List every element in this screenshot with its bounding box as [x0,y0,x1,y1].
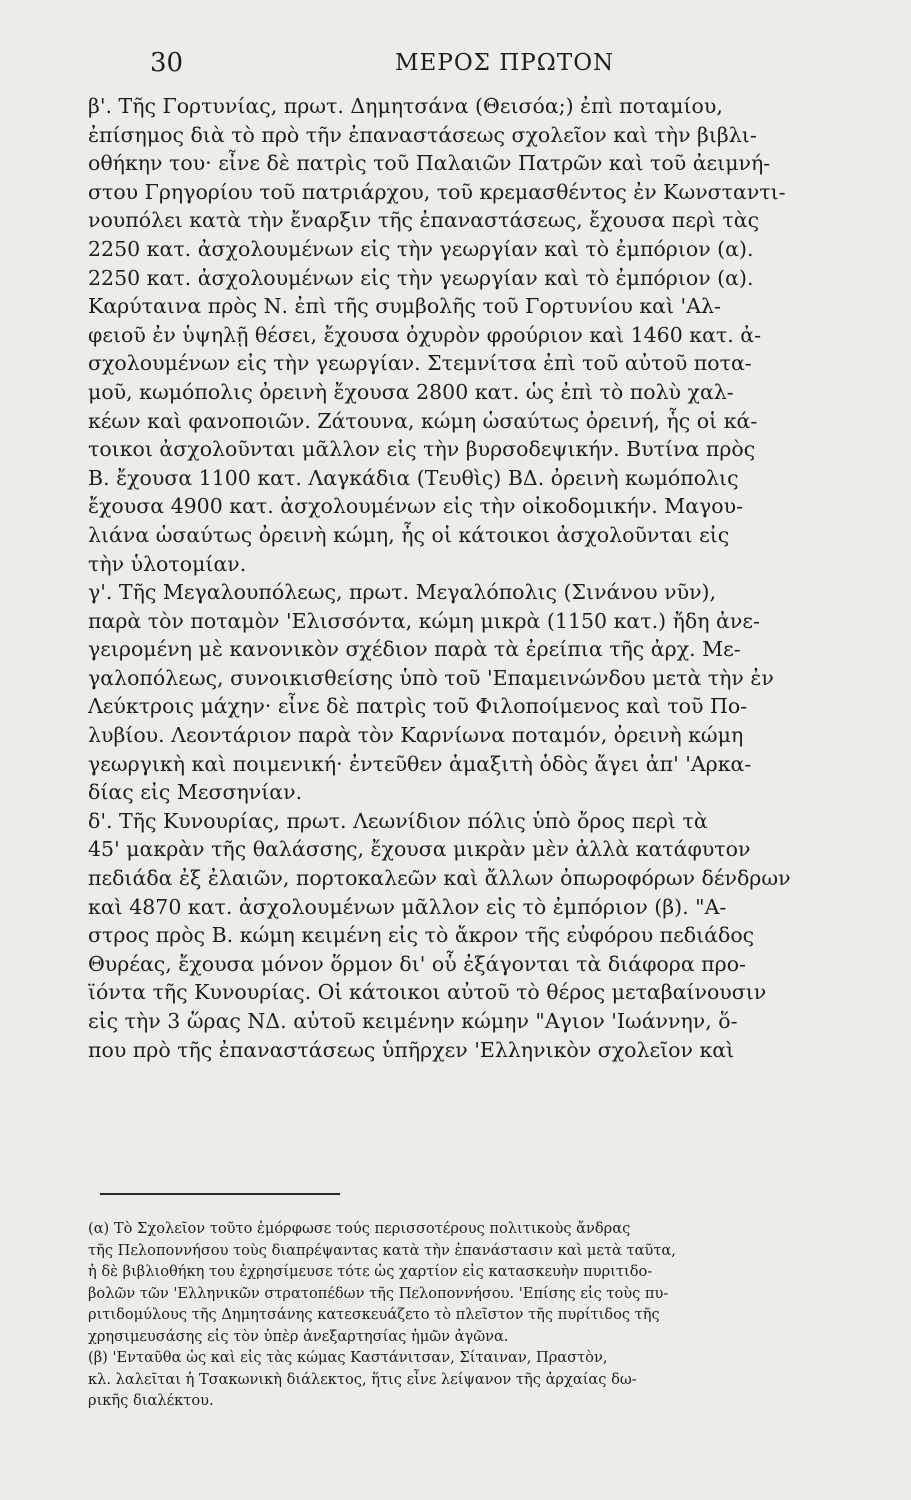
text-line: 2250 κατ. ἀσχολουμένων εἰς τὴν γεωργίαν καὶ τὸ ἐμπόριον (α). [88,265,754,290]
text-line: 45' μακρὰν τῆς θαλάσσης, ἔχουσα μικρὰν μὲν ἀλλὰ κατάφυτον [88,837,751,862]
text-line: Λεύκτροις μάχην· εἶνε δὲ πατρὶς τοῦ Φιλοποίμενος καὶ τοῦ Πο- [88,694,748,719]
footnote-line: τῆς Πελοποννήσου τοὺς διαπρέψαντας κατὰ τὴν ἐπανάστασιν καὶ μετὰ ταῦτα, [88,1241,676,1259]
text-line: γεωργικὴ καὶ ποιμενική· ἐντεῦθεν ἁμαξιτὴ ὁδὸς ἄγει ἀπ' 'Αρκα- [88,751,752,776]
footnote-line: ρικῆς διαλέκτου. [88,1392,214,1409]
footnote-line: βολῶν τῶν 'Ελληνικῶν στρατοπέδων τῆς Πελοποννήσου. 'Επίσης εἰς τοὺς πυ- [88,1284,669,1302]
text-line: γ'. Τῆς Μεγαλουπόλεως, πρωτ. Μεγαλόπολις (Σινάνου νῦν), [88,580,717,605]
text-line: Β. ἔχουσα 1100 κατ. Λαγκάδια (Τευθὶς) ΒΔ. ὀρεινὴ κωμόπολις [88,465,739,490]
text-line: παρὰ τὸν ποταμὸν 'Ελισσόντα, κώμη μικρὰ (1150 κατ.) ἤδη ἀνε- [88,608,760,633]
text-line: Θυρέας, ἔχουσα μόνον ὅρμον δι' οὗ ἐξάγονται τὰ διάφορα προ- [88,951,746,976]
text-line: β'. Τῆς Γορτυνίας, πρωτ. Δημητσάνα (Θεισόα;) ἐπὶ ποταμίου, [88,94,723,118]
text-line: τοικοι ἀσχολοῦνται μᾶλλον εἰς τὴν βυρσοδεψικήν. Βυτίνα πρὸς [88,437,756,462]
text-line: δίας εἰς Μεσσηνίαν. [88,780,303,805]
text-line: 2250 κατ. ἀσχολουμένων εἰς τὴν γεωργίαν καὶ τὸ ἐμπόριον (α). [88,236,754,261]
footnote-rule [100,1193,340,1195]
page-number: 30 [150,48,184,78]
text-line: ἔχουσα 4900 κατ. ἀσχολουμένων εἰς τὴν οἰκοδομικήν. Μαγου- [88,494,744,519]
text-line: πεδιάδα ἐξ ἐλαιῶν, πορτοκαλεῶν καὶ ἄλλων ὀπωροφόρων δένδρων [88,866,791,891]
text-line: οθήκην του· εἶνε δὲ πατρὶς τοῦ Παλαιῶν Πατρῶν καὶ τοῦ ἀειμνή- [88,151,771,176]
text-line: εἰς τὴν 3 ὥρας ΝΔ. αὐτοῦ κειμένην κώμην "Αγιον 'Ιωάννην, ὅ- [88,1009,738,1033]
text-line: στου Γρηγορίου τοῦ πατριάρχου, τοῦ κρεμασθέντος ἐν Κωνσταντι- [88,179,786,204]
text-line: ἐπίσημος διὰ τὸ πρὸ τῆν ἐπαναστάσεως σχολεῖον καὶ τὴν βιβλι- [88,122,757,147]
text-line: λυβίου. Λεοντάριον παρὰ τὸν Καρνίωνα ποταμόν, ὀρεινὴ κώμη [88,723,744,748]
text-line: λιάνα ὡσαύτως ὀρεινὴ κώμη, ἧς οἱ κάτοικοι ἀσχολοῦνται εἰς [88,522,730,547]
footnotes [88,1218,824,1412]
text-line: γειρομένη μὲ κανονικὸν σχέδιον παρὰ τὰ ἐρείπια τῆς ἀρχ. Με- [88,637,741,662]
footnote-line: χρησιμευσάσης εἰς τὸν ὑπὲρ ἀνεξαρτησίας ἡμῶν ἀγῶνα. [88,1327,509,1345]
footnote-line: ἡ δὲ βιβλιοθήκη του ἐχρησίμευσε τότε ὡς χαρτίον εἰς κατασκευὴν πυριτιδο- [88,1263,653,1280]
text-line: δ'. Τῆς Κυνουρίας, πρωτ. Λεωνίδιον πόλις ὑπὸ ὄρος περὶ τὰ [88,808,708,833]
footnote-line: (β) 'Ενταῦθα ὡς καὶ εἰς τὰς κώμας Καστάνιτσαν, Σίταιναν, Πραστὸν, [88,1349,608,1366]
text-line: κέων καὶ φανοποιῶν. Ζάτουνα, κώμη ὡσαύτως ὀρεινή, ἧς οἱ κά- [88,408,758,433]
text-line: ϊόντα τῆς Κυνουρίας. Οἱ κάτοικοι αὐτοῦ τὸ θέρος μεταβαίνουσιν [88,980,767,1005]
text-line: τὴν ὑλοτομίαν. [88,551,247,576]
text-line: γαλοπόλεως, συνοικισθείσης ὑπὸ τοῦ 'Επαμεινώνδου μετὰ τὴν ἐν [88,665,774,690]
page-header [0,48,911,88]
text-line: Καρύταινα πρὸς Ν. ἐπὶ τῆς συμβολῆς τοῦ Γορτυνίου καὶ 'Αλ- [88,294,721,319]
text-line: που πρὸ τῆς ἐπαναστάσεως ὑπῆρχεν 'Ελληνικὸν σχολεῖον καὶ [88,1037,735,1062]
footnote-line: ριτιδομύλους τῆς Δημητσάνης κατεσκευάζετο τὸ πλεῖστον τῆς πυρίτιδος τῆς [88,1306,660,1323]
text-line: σχολουμένων εἰς τὴν γεωργίαν. Στεμνίτσα ἐπὶ τοῦ αὐτοῦ ποτα- [88,351,752,376]
body-text [88,92,824,1064]
text-line: φειοῦ ἐν ὑψηλῇ θέσει, ἔχουσα ὀχυρὸν φρούριον καὶ 1460 κατ. ἀ- [88,322,762,347]
text-line: στρος πρὸς Β. κώμη κειμένη εἰς τὸ ἄκρον τῆς εὐφόρου πεδιάδος [88,923,755,948]
footnote-line: (α) Τὸ Σχολεῖον τοῦτο ἐμόρφωσε τούς περισσοτέρους πολιτικοὺς ἄνδρας [88,1220,631,1237]
text-line: νουπόλει κατὰ τὴν ἔναρξιν τῆς ἐπαναστάσεως, ἔχουσα περὶ τὰς [88,208,760,233]
footnote-line: κλ. λαλεῖται ἡ Τσακωνικὴ διάλεκτος, ἥτις εἶνε λείψανον τῆς ἀρχαίας δω- [88,1370,637,1388]
text-line: μοῦ, κωμόπολις ὀρεινὴ ἔχουσα 2800 κατ. ὡς ἐπὶ τὸ πολὺ χαλ- [88,379,734,404]
running-head: ΜΕΡΟΣ ΠΡΩΤΟΝ [395,50,615,76]
text-line: καὶ 4870 κατ. ἀσχολουμένων μᾶλλον εἰς τὸ ἐμπόριον (β). "Α- [88,894,727,919]
